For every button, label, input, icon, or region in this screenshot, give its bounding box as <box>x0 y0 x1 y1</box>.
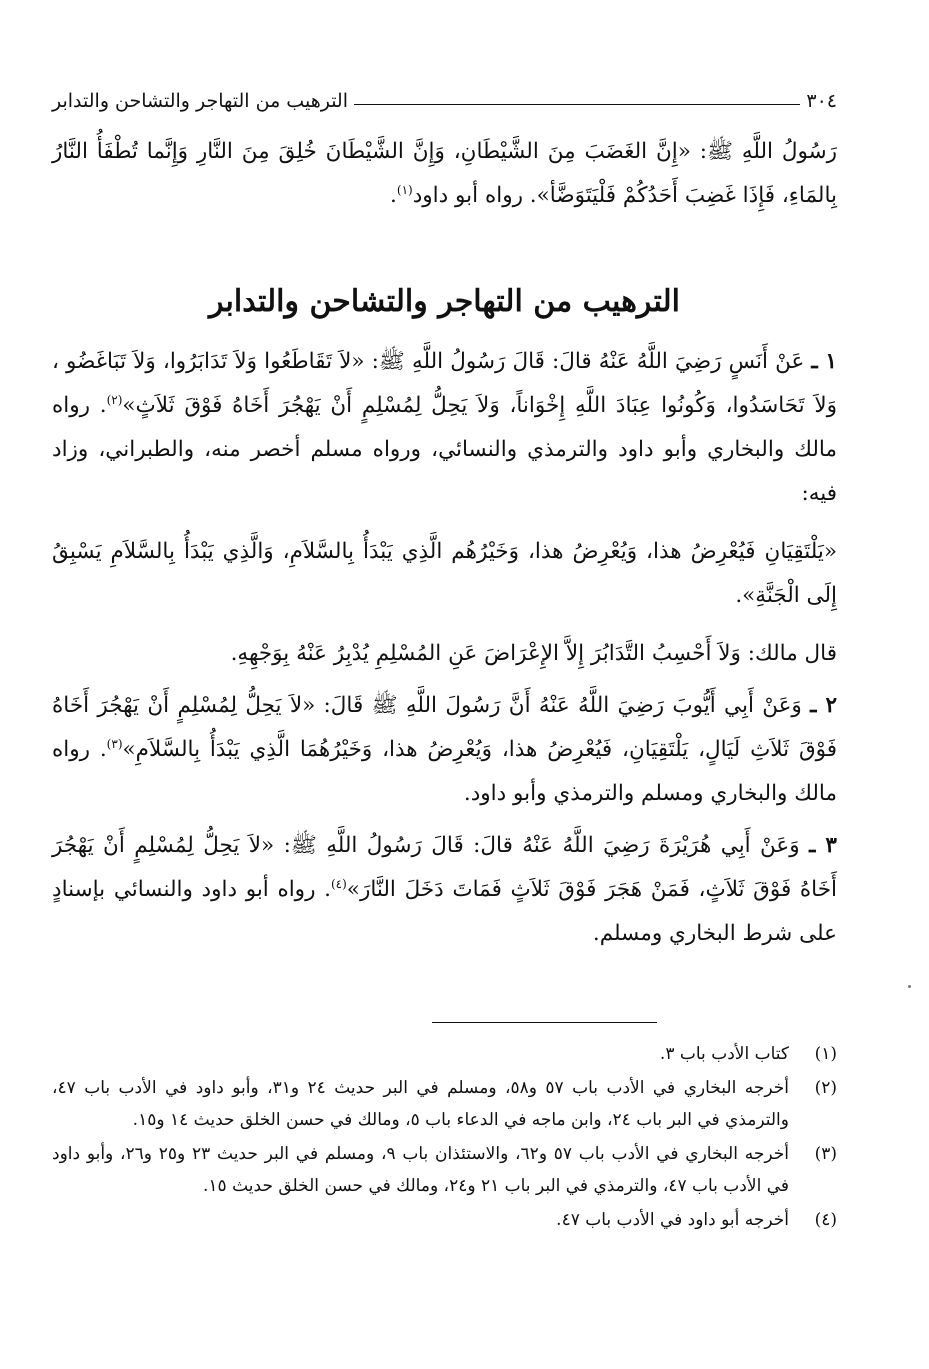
footnote-number: (١) <box>814 1044 837 1064</box>
footnote-item <box>52 1038 837 1070</box>
hadith-source: . رواه مالك والبخاري ومسلم والترمذي وأبو داود. <box>52 737 837 806</box>
hadith-number: ٢ ـ <box>810 693 837 718</box>
hadith-1-addition: «يَلْتَقِيَانِ فَيُعْرِضُ هذا، وَيُعْرِضُ هذا، وَخَيْرُهُم الَّذِي يَبْدَأُ بِالسَّلاَمِ، وَالَّذِي يَبْدَأُ بِالسَّلاَمِ يَسْبِقُ إِلَى الْجَنَّةِ». <box>52 539 837 608</box>
hadith-source: . رواه مالك والبخاري وأبو داود والترمذي والنسائي، ورواه مسلم أخصر منه، والطبراني، وزاد فيه: <box>52 393 837 506</box>
hadith-number: ٣ ـ <box>809 833 837 858</box>
scan-speck <box>908 985 911 988</box>
book-page <box>52 0 837 1369</box>
footnote-divider <box>432 1022 657 1023</box>
header-rule <box>354 104 800 105</box>
footnote-text: كتاب الأدب باب ٣. <box>659 1044 789 1064</box>
footnote-ref[interactable]: (٢) <box>106 392 123 407</box>
paragraph-text: رَسُولُ اللَّهِ ﷺ: «إِنَّ الغَضَبَ مِنَ الشَّيْطَانِ، وَإِنَّ الشَّيْطَانَ خُلِقَ مِنَ النَّارِ وَإِنَّما تُطْفَأُ النَّارُ بِالمَاءِ، فَإِذَا غَضِبَ أَحَدُكُمْ فَلْيَتَوَضَّأ». رواه أبو داود <box>52 139 837 208</box>
footnote-ref[interactable]: (٣) <box>106 736 123 751</box>
footnotes <box>52 1038 837 1238</box>
footnote-ref[interactable]: (٤) <box>330 876 347 891</box>
footnote-number: (٢) <box>814 1078 837 1098</box>
hadith-3 <box>52 824 837 956</box>
running-header <box>52 80 837 112</box>
paragraph-tail: . <box>390 183 397 208</box>
hadith-number: ١ ـ <box>811 349 837 374</box>
footnote-item <box>52 1138 837 1202</box>
footnote-item <box>52 1204 837 1236</box>
footnote-text: أخرجه أبو داود في الأدب باب ٤٧. <box>556 1210 789 1230</box>
hadith-2 <box>52 684 837 816</box>
hadith-1 <box>52 340 837 516</box>
hadith-text: وَعَنْ أَبِي هُرَيْرَةَ رَضِيَ اللَّهُ عَنْهُ قالَ: قَالَ رَسُولُ اللَّهِ ﷺ: «لاَ يَحِلُّ لِمُسْلِمٍ أَنْ يَهْجُرَ أَخَاهُ فَوْقَ ثَلاَثٍ، فَمَنْ هَجَرَ فَوْقَ ثَلاَثٍ فَمَاتَ دَخَلَ النَّارَ» <box>52 833 837 902</box>
footnote-item <box>52 1072 837 1136</box>
hadith-text: وَعَنْ أَبِي أَيُّوبَ رَضِيَ اللَّهُ عَنْهُ أَنَّ رَسُولَ اللَّهِ ﷺ قَالَ: «لاَ يَحِلُّ لِمُسْلِمٍ أَنْ يَهْجُرَ أَخَاهُ فَوْقَ ثَلاَثِ لَيَالٍ، يَلْتَقِيَانِ، فَيُعْرِضُ هذا، وَيُعْرِضُ هذا، وَخَيْرُهُمَا الَّذِي يَبْدَأُ بِالسَّلاَمِ» <box>52 693 838 762</box>
footnote-text: أخرجه البخاري في الأدب باب ٥٧ و٥٨، ومسلم في البر حديث ٢٤ و٣١، وأبو داود في الأدب باب ٤٧، والترمذي في البر باب ٢٤، وابن ماجه في الدعاء باب ٥، ومالك في حسن الخلق حديث ١٤ و١٥. <box>52 1078 789 1130</box>
running-title: الترهيب من التهاجر والتشاحن والتدابر <box>52 90 348 112</box>
footnote-number: (٤) <box>814 1210 837 1230</box>
footnote-ref[interactable]: (١) <box>396 182 413 197</box>
footnote-number: (٣) <box>814 1144 837 1164</box>
page-number: ٣٠٤ <box>806 90 837 112</box>
main-text <box>52 130 837 956</box>
continued-paragraph <box>52 130 837 218</box>
hadith-source: . رواه أبو داود والنسائي بإسنادٍ على شرط البخاري ومسلم. <box>52 877 837 946</box>
malik-note: قال مالك: وَلاَ أَحْسِبُ التَّدَابُرَ إِلاَّ الإِعْرَاضَ عَنِ المُسْلِمِ يُدْبِرُ عَنْهُ بِوَجْهِهِ. <box>230 641 837 666</box>
section-heading: الترهيب من التهاجر والتشاحن والتدابر <box>209 284 680 319</box>
footnote-text: أخرجه البخاري في الأدب باب ٥٧ و٦٢، والاستئذان باب ٩، ومسلم في البر حديث ٢٣ و٢٥ و٢٦، وأبو داود في الأدب باب ٤٧، والترمذي في البر باب ٢١ و٢٤، ومالك في حسن الخلق حديث ١٥. <box>52 1144 789 1196</box>
hadith-text: عَنْ أَنَسٍ رَضِيَ اللَّهُ عَنْهُ قالَ: قَالَ رَسُولُ اللَّهِ ﷺ: «لاَ تَقَاطَعُوا وَلاَ تَدَابَرُوا، وَلاَ تَبَاغَضُو ، وَلاَ تَحَاسَدُوا، وَكُونُوا عِبَادَ اللَّهِ إِخْوَاناً، وَلاَ يَحِلُّ لِمُسْلِمٍ أَنْ يَهْجُرَ أَخَاهُ فَوْقَ ثَلاَثٍ» <box>52 349 837 418</box>
